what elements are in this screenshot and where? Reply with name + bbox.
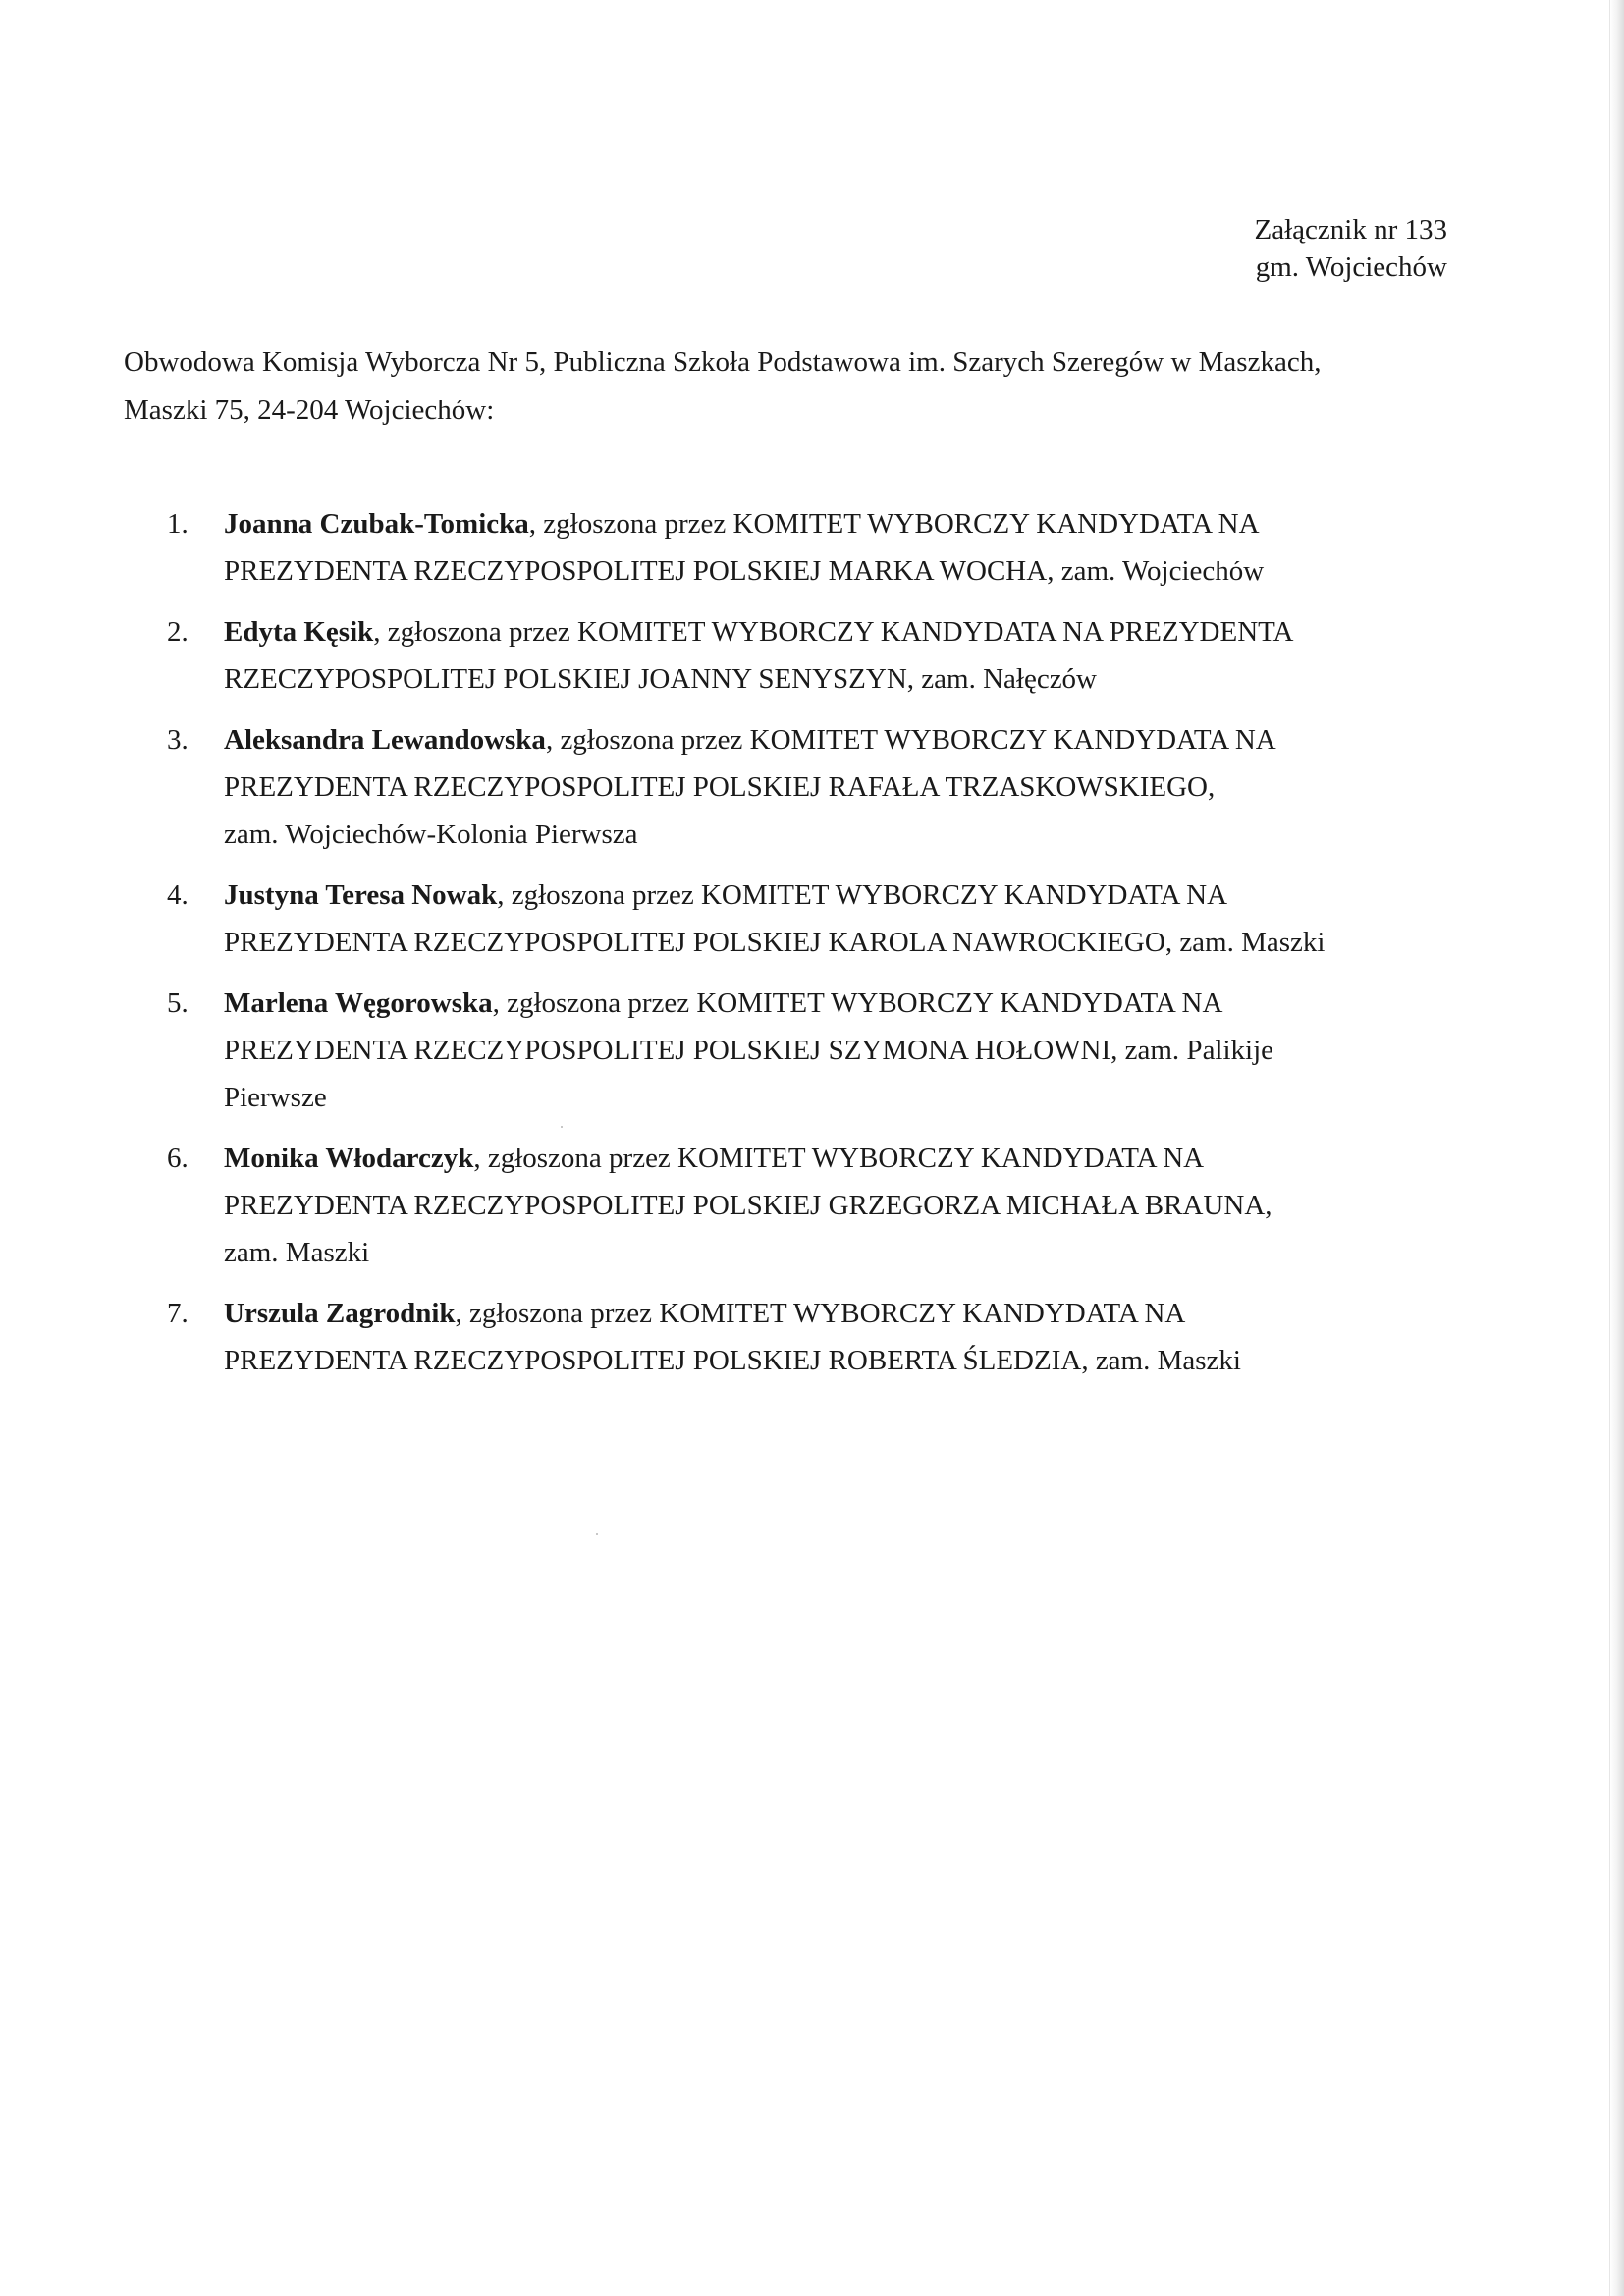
nomination-text: , zgłoszona przez KOMITET WYBORCZY KANDYDATA NA [545,724,1276,756]
member-name: Justyna Teresa Nowak [224,880,498,911]
item-continuation-line: zam. Wojciechów-Kolonia Pierwsza [224,819,638,850]
item-number: 3. [167,724,189,756]
item-continuation-line: PREZYDENTA RZECZYPOSPOLITEJ POLSKIEJ RAFAŁA TRZASKOWSKIEGO, [224,772,1216,803]
item-continuation-line: PREZYDENTA RZECZYPOSPOLITEJ POLSKIEJ ROBERTA ŚLEDZIA, zam. Maszki [224,1345,1241,1376]
item-number: 6. [167,1143,189,1174]
nomination-text: , zgłoszona przez KOMITET WYBORCZY KANDYDATA NA PREZYDENTA [373,616,1294,648]
member-name: Monika Włodarczyk [224,1143,474,1174]
item-first-line [224,872,1483,919]
scan-page-edge [1609,0,1624,2296]
member-name: Urszula Zagrodnik [224,1298,456,1329]
municipality-name: gm. Wojciechów [1255,251,1447,283]
item-first-line [224,1290,1483,1337]
list-item [167,501,1483,595]
commission-description [124,339,1479,435]
members-list [167,501,1483,1398]
scan-speck [596,1533,598,1535]
list-item [167,717,1483,858]
list-item [167,1135,1483,1276]
nomination-text: , zgłoszona przez KOMITET WYBORCZY KANDYDATA NA [473,1143,1205,1174]
item-continuation-line: Pierwsze [224,1082,327,1113]
item-number: 1. [167,508,189,540]
item-continuation-line: RZECZYPOSPOLITEJ POLSKIEJ JOANNY SENYSZYN, zam. Nałęczów [224,664,1098,695]
item-continuation-line: PREZYDENTA RZECZYPOSPOLITEJ POLSKIEJ KAROLA NAWROCKIEGO, zam. Maszki [224,927,1326,958]
nomination-text: , zgłoszona przez KOMITET WYBORCZY KANDYDATA NA [528,508,1260,540]
item-first-line [224,980,1483,1027]
item-number: 2. [167,616,189,648]
member-name: Edyta Kęsik [224,616,374,648]
member-name: Joanna Czubak-Tomicka [224,508,529,540]
item-first-line [224,717,1483,764]
attachment-number: Załącznik nr 133 [1254,214,1447,245]
member-name: Aleksandra Lewandowska [224,724,546,756]
item-continuation-line: PREZYDENTA RZECZYPOSPOLITEJ POLSKIEJ MARKA WOCHA, zam. Wojciechów [224,556,1265,587]
item-first-line [224,1135,1483,1182]
nomination-text: , zgłoszona przez KOMITET WYBORCZY KANDYDATA NA [455,1298,1186,1329]
item-continuation-line: PREZYDENTA RZECZYPOSPOLITEJ POLSKIEJ SZYMONA HOŁOWNI, zam. Palikije [224,1035,1274,1066]
commission-line-1: Obwodowa Komisja Wyborcza Nr 5, Publiczna Szkoła Podstawowa im. Szarych Szeregów w Maszkach, [124,347,1322,378]
nomination-text: , zgłoszona przez KOMITET WYBORCZY KANDYDATA NA [492,988,1223,1019]
list-item [167,609,1483,703]
list-item [167,872,1483,966]
scan-speck [561,1126,563,1128]
item-number: 7. [167,1298,189,1329]
item-first-line [224,501,1483,548]
attachment-header [1255,211,1447,286]
item-number: 4. [167,880,189,911]
item-continuation-line: PREZYDENTA RZECZYPOSPOLITEJ POLSKIEJ GRZEGORZA MICHAŁA BRAUNA, [224,1190,1272,1221]
nomination-text: , zgłoszona przez KOMITET WYBORCZY KANDYDATA NA [497,880,1228,911]
commission-line-2: Maszki 75, 24-204 Wojciechów: [124,395,495,426]
item-continuation-line: zam. Maszki [224,1237,370,1268]
list-item [167,980,1483,1121]
item-number: 5. [167,988,189,1019]
list-item [167,1290,1483,1384]
item-first-line [224,609,1483,656]
member-name: Marlena Węgorowska [224,988,493,1019]
